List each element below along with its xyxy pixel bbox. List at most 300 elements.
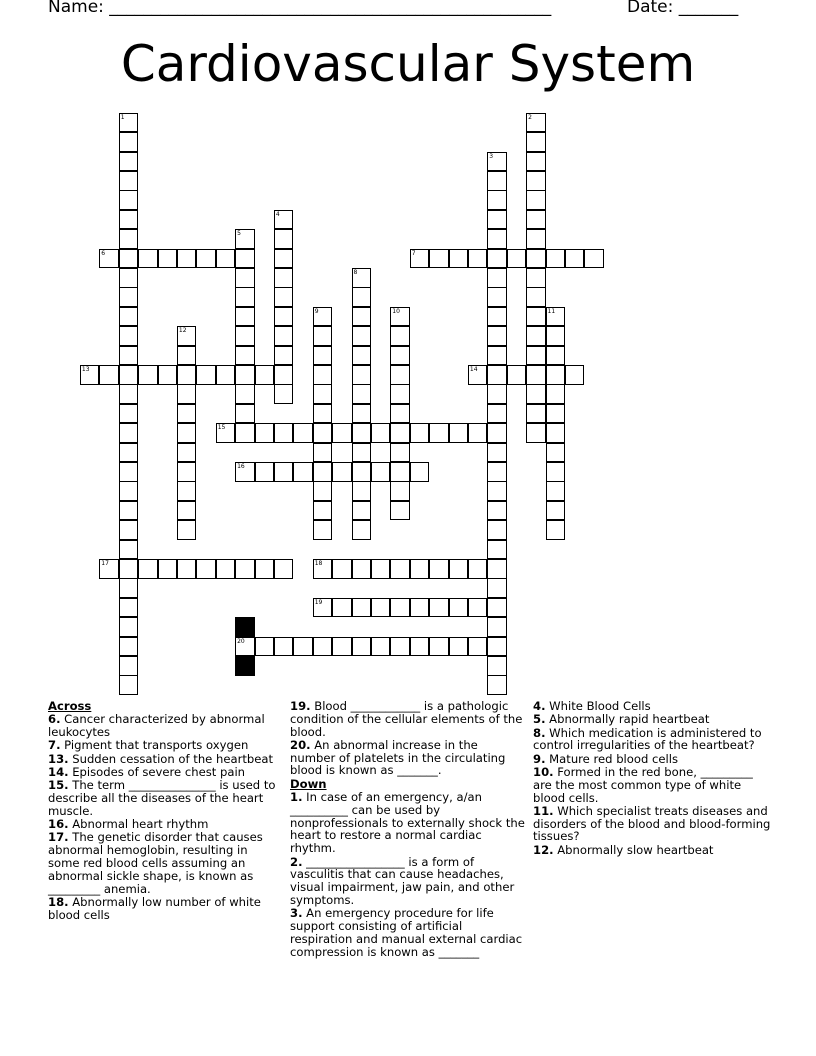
grid-cell[interactable] (119, 152, 139, 172)
clue-text: Which medication is administered to control irregularities of the heartbeat? (533, 725, 762, 753)
clue-text: An abnormal increase in the number of platelets in the circulating blood is known as _______. (290, 737, 506, 778)
grid-cell[interactable] (526, 423, 546, 443)
grid-cell[interactable] (487, 152, 507, 172)
grid-cell[interactable] (449, 637, 469, 657)
grid-cell[interactable] (390, 462, 410, 482)
black-cell (235, 617, 255, 637)
clue-number: 7 (411, 249, 416, 257)
clue-number-label: 7. (48, 738, 61, 753)
clue-number: 19 (314, 598, 323, 606)
grid-cell[interactable] (526, 249, 546, 269)
grid-cell[interactable] (177, 462, 197, 482)
clue-text: Abnormally low number of white blood cells (48, 894, 261, 922)
grid-cell[interactable] (274, 326, 294, 346)
grid-cell[interactable] (487, 365, 507, 385)
clue-item (533, 700, 773, 713)
grid-cell[interactable] (119, 346, 139, 366)
grid-cell[interactable] (526, 190, 546, 210)
grid-cell[interactable] (313, 423, 333, 443)
grid-cell[interactable] (352, 559, 372, 579)
grid-cell[interactable] (390, 598, 410, 618)
grid-cell[interactable] (449, 249, 469, 269)
clue-text: The term _______________ is used to describe all the diseases of the heart muscle. (48, 778, 276, 818)
grid-cell[interactable] (526, 171, 546, 191)
clue-column-2 (290, 700, 525, 959)
grid-cell[interactable] (274, 462, 294, 482)
grid-cell[interactable] (196, 365, 216, 385)
grid-cell[interactable] (274, 268, 294, 288)
grid-cell[interactable] (235, 287, 255, 307)
grid-cell[interactable] (352, 384, 372, 404)
grid-cell[interactable] (119, 520, 139, 540)
grid-cell[interactable] (487, 210, 507, 230)
grid-cell[interactable] (352, 637, 372, 657)
page-title: Cardiovascular System (120, 35, 696, 93)
clue-item (533, 753, 773, 766)
clue-number-label: 5. (533, 712, 546, 727)
grid-cell[interactable] (293, 462, 313, 482)
grid-cell[interactable] (332, 559, 352, 579)
grid-cell[interactable] (546, 404, 566, 424)
grid-cell[interactable] (487, 578, 507, 598)
grid-cell[interactable] (313, 384, 333, 404)
grid-cell[interactable] (487, 540, 507, 560)
clue-item (533, 805, 773, 843)
grid-cell[interactable] (352, 520, 372, 540)
grid-cell[interactable] (390, 326, 410, 346)
clue-number: 1 (120, 113, 125, 121)
grid-cell[interactable] (313, 307, 333, 327)
grid-cell[interactable] (274, 346, 294, 366)
section-heading: Down (290, 776, 327, 791)
grid-cell[interactable] (216, 559, 236, 579)
grid-cell[interactable] (526, 326, 546, 346)
clue-number: 17 (101, 560, 109, 567)
clue-number: 9 (314, 307, 319, 315)
grid-cell[interactable] (313, 501, 333, 521)
grid-cell[interactable] (177, 249, 197, 269)
grid-cell[interactable] (80, 365, 100, 385)
clue-text: In case of an emergency, a/an __________ can be used by nonprofessionals to externally shock the heart to restore a normal cardiac rhythm. (290, 790, 525, 856)
clue-text: Abnormal heart rhythm (72, 817, 209, 832)
grid-cell[interactable] (255, 559, 275, 579)
grid-cell[interactable] (449, 423, 469, 443)
grid-cell[interactable] (352, 346, 372, 366)
clue-item (533, 766, 773, 804)
grid-cell[interactable] (196, 249, 216, 269)
grid-cell[interactable] (313, 462, 333, 482)
grid-cell[interactable] (487, 520, 507, 540)
clue-item (48, 831, 280, 895)
grid-cell[interactable] (119, 598, 139, 618)
clue-number-label: 9. (533, 751, 546, 766)
grid-cell[interactable] (526, 229, 546, 249)
grid-cell[interactable] (119, 675, 139, 695)
grid-cell[interactable] (487, 268, 507, 288)
grid-cell[interactable] (390, 423, 410, 443)
grid-cell[interactable] (313, 365, 333, 385)
grid-cell[interactable] (119, 249, 139, 269)
grid-cell[interactable] (119, 559, 139, 579)
grid-cell[interactable] (196, 559, 216, 579)
grid-cell[interactable] (313, 559, 333, 579)
grid-cell[interactable] (468, 637, 488, 657)
grid-cell[interactable] (235, 346, 255, 366)
grid-cell[interactable] (177, 501, 197, 521)
grid-cell[interactable] (138, 249, 158, 269)
grid-cell[interactable] (255, 423, 275, 443)
grid-cell[interactable] (352, 404, 372, 424)
grid-cell[interactable] (119, 462, 139, 482)
grid-cell[interactable] (119, 210, 139, 230)
grid-cell[interactable] (565, 249, 585, 269)
grid-cell[interactable] (274, 287, 294, 307)
grid-cell[interactable] (546, 481, 566, 501)
grid-cell[interactable] (119, 656, 139, 676)
grid-cell[interactable] (565, 365, 585, 385)
grid-cell[interactable] (526, 384, 546, 404)
grid-cell[interactable] (390, 404, 410, 424)
grid-cell[interactable] (507, 249, 527, 269)
grid-cell[interactable] (274, 249, 294, 269)
grid-cell[interactable] (546, 462, 566, 482)
clue-text: Sudden cessation of the heartbeat (72, 751, 274, 766)
grid-cell[interactable] (352, 443, 372, 463)
grid-cell[interactable] (313, 346, 333, 366)
clue-number-label: 18. (48, 894, 69, 909)
clue-number-label: 14. (48, 764, 69, 779)
grid-cell[interactable] (158, 249, 178, 269)
grid-cell[interactable] (487, 617, 507, 637)
grid-cell[interactable] (526, 113, 546, 133)
grid-cell[interactable] (371, 423, 391, 443)
grid-cell[interactable] (158, 559, 178, 579)
grid-cell[interactable] (487, 559, 507, 579)
clue-number-label: 20. (290, 737, 311, 752)
clue-number: 12 (178, 327, 187, 335)
grid-cell[interactable] (235, 462, 255, 482)
grid-cell[interactable] (487, 229, 507, 249)
grid-cell[interactable] (410, 462, 430, 482)
grid-cell[interactable] (313, 598, 333, 618)
name-field[interactable]: Name: ____________________________________________________ (48, 0, 552, 17)
grid-cell[interactable] (410, 249, 430, 269)
clue-item (48, 739, 280, 752)
grid-cell[interactable] (177, 559, 197, 579)
grid-cell[interactable] (119, 113, 139, 133)
clue-item (290, 791, 525, 855)
grid-cell[interactable] (313, 326, 333, 346)
grid-cell[interactable] (235, 404, 255, 424)
clue-item (48, 713, 280, 739)
grid-cell[interactable] (274, 210, 294, 230)
grid-cell[interactable] (235, 307, 255, 327)
grid-cell[interactable] (546, 520, 566, 540)
grid-cell[interactable] (235, 423, 255, 443)
grid-cell[interactable] (371, 462, 391, 482)
clue-number-label: 3. (290, 906, 303, 921)
grid-cell[interactable] (468, 249, 488, 269)
grid-cell[interactable] (526, 268, 546, 288)
grid-cell[interactable] (177, 443, 197, 463)
grid-cell[interactable] (352, 268, 372, 288)
grid-cell[interactable] (468, 559, 488, 579)
grid-cell[interactable] (119, 578, 139, 598)
grid-cell[interactable] (119, 384, 139, 404)
grid-cell[interactable] (255, 462, 275, 482)
grid-cell[interactable] (119, 617, 139, 637)
grid-cell[interactable] (390, 384, 410, 404)
grid-cell[interactable] (158, 365, 178, 385)
grid-cell[interactable] (410, 598, 430, 618)
grid-cell[interactable] (119, 481, 139, 501)
grid-cell[interactable] (313, 520, 333, 540)
grid-cell[interactable] (546, 249, 566, 269)
grid-cell[interactable] (487, 384, 507, 404)
grid-cell[interactable] (352, 462, 372, 482)
clue-item (48, 766, 280, 779)
grid-cell[interactable] (546, 307, 566, 327)
grid-cell[interactable] (119, 190, 139, 210)
clue-number-label: 1. (290, 790, 303, 805)
grid-cell[interactable] (526, 307, 546, 327)
grid-cell[interactable] (526, 210, 546, 230)
grid-cell[interactable] (235, 326, 255, 346)
grid-cell[interactable] (487, 443, 507, 463)
grid-cell[interactable] (352, 598, 372, 618)
grid-cell[interactable] (487, 656, 507, 676)
clue-number: 18 (314, 560, 323, 567)
grid-cell[interactable] (546, 326, 566, 346)
grid-cell[interactable] (119, 326, 139, 346)
grid-cell[interactable] (390, 307, 410, 327)
grid-cell[interactable] (487, 346, 507, 366)
grid-cell[interactable] (332, 423, 352, 443)
grid-cell[interactable] (468, 423, 488, 443)
clue-number-label: 4. (533, 699, 546, 713)
clue-number: 11 (547, 307, 556, 315)
grid-cell[interactable] (293, 637, 313, 657)
grid-cell[interactable] (119, 365, 139, 385)
grid-cell[interactable] (313, 637, 333, 657)
grid-cell[interactable] (235, 637, 255, 657)
grid-cell[interactable] (177, 481, 197, 501)
grid-cell[interactable] (546, 423, 566, 443)
clue-item (533, 844, 773, 857)
grid-cell[interactable] (119, 637, 139, 657)
grid-cell[interactable] (119, 229, 139, 249)
grid-cell[interactable] (177, 404, 197, 424)
clue-text: Abnormally slow heartbeat (557, 842, 714, 857)
grid-cell[interactable] (390, 346, 410, 366)
grid-cell[interactable] (487, 501, 507, 521)
clue-number: 10 (392, 307, 400, 315)
clue-number: 15 (217, 424, 226, 432)
clue-number-label: 16. (48, 817, 69, 832)
grid-cell[interactable] (410, 423, 430, 443)
grid-cell[interactable] (177, 346, 197, 366)
clue-item (290, 700, 525, 738)
grid-cell[interactable] (526, 287, 546, 307)
grid-cell[interactable] (119, 501, 139, 521)
grid-cell[interactable] (216, 365, 236, 385)
grid-cell[interactable] (390, 481, 410, 501)
grid-cell[interactable] (429, 249, 449, 269)
clue-number-label: 19. (290, 699, 311, 713)
grid-cell[interactable] (177, 520, 197, 540)
grid-cell[interactable] (390, 443, 410, 463)
grid-cell[interactable] (293, 423, 313, 443)
grid-cell[interactable] (119, 540, 139, 560)
clue-number-label: 17. (48, 830, 69, 845)
grid-cell[interactable] (274, 365, 294, 385)
grid-cell[interactable] (138, 365, 158, 385)
grid-cell[interactable] (546, 501, 566, 521)
grid-cell[interactable] (274, 229, 294, 249)
grid-cell[interactable] (313, 404, 333, 424)
grid-cell[interactable] (119, 307, 139, 327)
grid-cell[interactable] (546, 443, 566, 463)
grid-cell[interactable] (468, 598, 488, 618)
grid-cell[interactable] (526, 152, 546, 172)
grid-cell[interactable] (138, 559, 158, 579)
grid-cell[interactable] (371, 559, 391, 579)
grid-cell[interactable] (487, 423, 507, 443)
grid-cell[interactable] (352, 287, 372, 307)
grid-cell[interactable] (507, 365, 527, 385)
clue-number: 20 (237, 637, 245, 645)
grid-cell[interactable] (177, 326, 197, 346)
grid-cell[interactable] (235, 229, 255, 249)
grid-cell[interactable] (177, 365, 197, 385)
grid-cell[interactable] (390, 637, 410, 657)
grid-cell[interactable] (468, 365, 488, 385)
clue-number: 14 (469, 366, 478, 373)
grid-cell[interactable] (255, 637, 275, 657)
grid-cell[interactable] (274, 637, 294, 657)
grid-cell[interactable] (332, 637, 352, 657)
grid-cell[interactable] (371, 598, 391, 618)
clue-text: White Blood Cells (549, 699, 651, 713)
grid-cell[interactable] (235, 268, 255, 288)
grid-cell[interactable] (255, 365, 275, 385)
clue-column-3 (533, 700, 773, 857)
grid-cell[interactable] (487, 171, 507, 191)
clue-number-label: 10. (533, 764, 554, 779)
grid-cell[interactable] (274, 423, 294, 443)
grid-cell[interactable] (352, 365, 372, 385)
grid-cell[interactable] (546, 384, 566, 404)
grid-cell[interactable] (526, 132, 546, 152)
grid-cell[interactable] (235, 384, 255, 404)
grid-cell[interactable] (526, 365, 546, 385)
grid-cell[interactable] (429, 637, 449, 657)
grid-cell[interactable] (119, 423, 139, 443)
clue-number: 4 (275, 210, 280, 218)
grid-cell[interactable] (487, 287, 507, 307)
grid-cell[interactable] (332, 598, 352, 618)
grid-cell[interactable] (216, 249, 236, 269)
grid-cell[interactable] (235, 365, 255, 385)
grid-cell[interactable] (449, 598, 469, 618)
grid-cell[interactable] (313, 443, 333, 463)
clue-item (290, 907, 525, 958)
grid-cell[interactable] (99, 249, 119, 269)
clue-text: The genetic disorder that causes abnormal hemoglobin, resulting in some red blood cells assuming an abnormal sickle shape, is known as _________ anemia. (48, 830, 263, 896)
grid-cell[interactable] (332, 462, 352, 482)
grid-cell[interactable] (546, 346, 566, 366)
grid-cell[interactable] (177, 423, 197, 443)
grid-cell[interactable] (99, 365, 119, 385)
grid-cell[interactable] (487, 675, 507, 695)
date-field[interactable]: Date: _______ (627, 0, 739, 17)
clue-number-label: 13. (48, 751, 69, 766)
grid-cell[interactable] (429, 423, 449, 443)
grid-cell[interactable] (352, 326, 372, 346)
grid-cell[interactable] (313, 481, 333, 501)
grid-cell[interactable] (487, 249, 507, 269)
grid-cell[interactable] (487, 637, 507, 657)
grid-cell[interactable] (526, 346, 546, 366)
grid-cell[interactable] (487, 190, 507, 210)
grid-cell[interactable] (487, 598, 507, 618)
clue-text: Blood ____________ is a pathologic condition of the cellular elements of the blood. (290, 699, 523, 739)
grid-cell[interactable] (177, 384, 197, 404)
grid-cell[interactable] (487, 462, 507, 482)
grid-cell[interactable] (390, 559, 410, 579)
grid-cell[interactable] (584, 249, 604, 269)
clue-item (48, 896, 280, 922)
grid-cell[interactable] (119, 268, 139, 288)
grid-cell[interactable] (429, 598, 449, 618)
grid-cell[interactable] (487, 307, 507, 327)
grid-cell[interactable] (216, 423, 236, 443)
grid-cell[interactable] (526, 404, 546, 424)
grid-cell[interactable] (119, 404, 139, 424)
grid-cell[interactable] (99, 559, 119, 579)
grid-cell[interactable] (352, 423, 372, 443)
grid-cell[interactable] (487, 481, 507, 501)
grid-cell[interactable] (429, 559, 449, 579)
grid-cell[interactable] (449, 559, 469, 579)
clue-number: 3 (489, 152, 494, 160)
grid-cell[interactable] (371, 637, 391, 657)
grid-cell[interactable] (352, 501, 372, 521)
grid-cell[interactable] (410, 559, 430, 579)
grid-cell[interactable] (274, 384, 294, 404)
grid-cell[interactable] (487, 326, 507, 346)
grid-cell[interactable] (119, 171, 139, 191)
grid-cell[interactable] (546, 365, 566, 385)
grid-cell[interactable] (119, 132, 139, 152)
grid-cell[interactable] (352, 307, 372, 327)
grid-cell[interactable] (274, 307, 294, 327)
grid-cell[interactable] (390, 501, 410, 521)
clue-text: Pigment that transports oxygen (64, 738, 249, 753)
grid-cell[interactable] (410, 637, 430, 657)
grid-cell[interactable] (390, 365, 410, 385)
grid-cell[interactable] (487, 404, 507, 424)
clue-number-label: 8. (533, 725, 546, 740)
grid-cell[interactable] (274, 559, 294, 579)
grid-cell[interactable] (119, 287, 139, 307)
black-cell (235, 656, 255, 676)
grid-cell[interactable] (119, 443, 139, 463)
grid-cell[interactable] (235, 559, 255, 579)
grid-cell[interactable] (352, 481, 372, 501)
clue-item (48, 818, 280, 831)
grid-cell[interactable] (235, 249, 255, 269)
